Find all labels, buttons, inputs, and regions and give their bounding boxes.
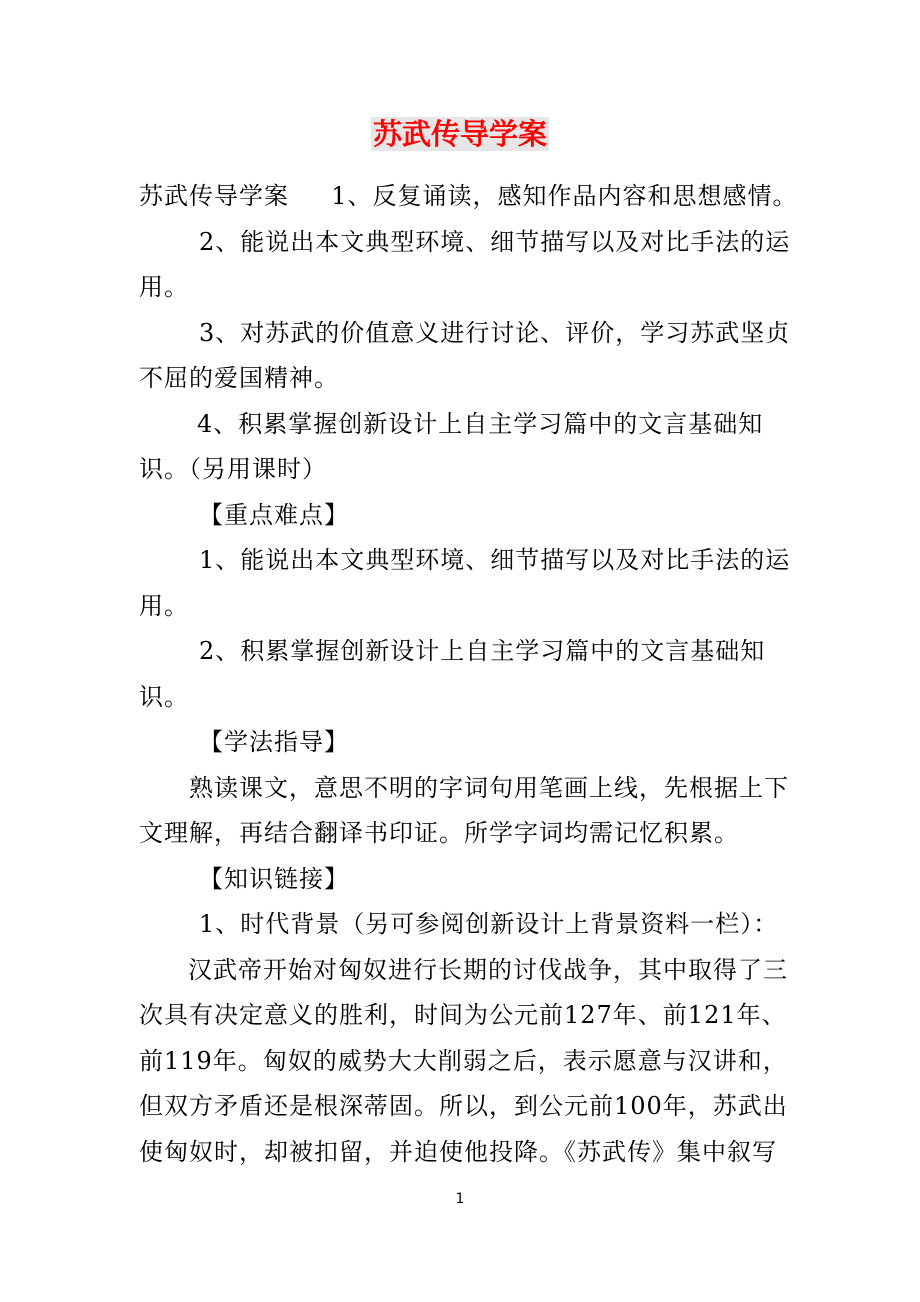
paragraph-goal-4: 4、积累掌握创新设计上自主学习篇中的文言基础知识。（另用课时） <box>139 409 764 483</box>
document-title <box>0 112 920 156</box>
section-heading-knowledge-link: 【知识链接】 <box>199 864 349 893</box>
paragraph-key-point-2: 2、积累掌握创新设计上自主学习篇中的文言基础知识。 <box>139 637 766 711</box>
document-title-text: 苏武传导学案 <box>372 117 547 151</box>
section-heading-study-method: 【学法指导】 <box>199 728 349 756</box>
paragraph-intro-goal-1: 苏武传导学案 1、反复诵读，感知作品内容和思想感情。 <box>139 182 798 210</box>
page-number: 1 <box>455 1191 465 1207</box>
document-body <box>139 174 804 1175</box>
paragraph-historical-background-heading: 1、时代背景（另可参阅创新设计上背景资料一栏）： <box>199 910 779 938</box>
paragraph-key-point-1: 1、能说出本文典型环境、细节描写以及对比手法的运用。 <box>139 546 791 620</box>
paragraph-historical-background: 汉武帝开始对匈奴进行长期的讨伐战争，其中取得了三次具有决定意义的胜利，时间为公元前127年、前121年、前119年。匈奴的威势大大削弱之后，表示愿意与汉讲和，但双方矛盾还是根深蒂固。所以，到公元前100年，苏武出使匈奴时，却被扣留，并迫使他投降。《苏武传》集中叙写 <box>139 955 788 1166</box>
paragraph-study-method: 熟读课文，意思不明的字词句用笔画上线，先根据上下文理解，再结合翻译书印证。所学字词均需记忆积累。 <box>139 773 789 847</box>
paragraph-goal-2: 2、能说出本文典型环境、细节描写以及对比手法的运用。 <box>139 227 791 301</box>
paragraph-goal-3: 3、对苏武的价值意义进行讨论、评价，学习苏武坚贞不屈的爱国精神。 <box>139 318 791 392</box>
section-heading-key-points: 【重点难点】 <box>199 500 349 529</box>
